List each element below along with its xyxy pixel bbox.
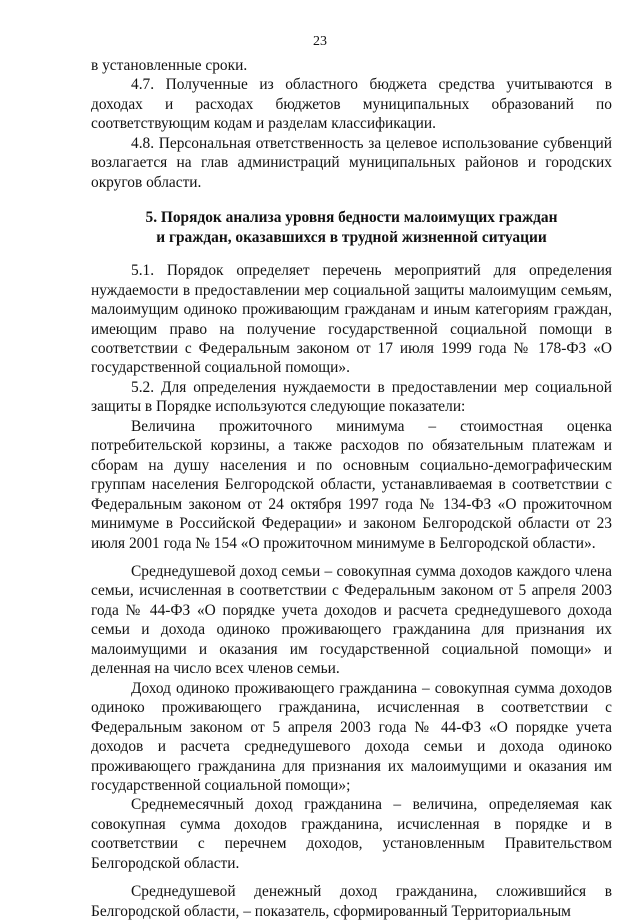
paragraph-per-capita-family-income: Среднедушевой доход семьи – совокупная сумма доходов каждого члена семьи, исчисленная в соответствии с Федеральным законом от 5 апреля 2003 года № 44-ФЗ «О порядке учета доходов и расчета среднедушевого дохода семьи и дохода одиноко проживающего гражданина для признания их малоимущими и оказания им государственной социальной помощи» и деленная на число всех членов семьи. <box>91 562 612 678</box>
paragraph-5-2: 5.2. Для определения нуждаемости в предоставлении мер социальной защиты в Порядке используются следующие показатели: <box>91 378 612 416</box>
page-number: 23 <box>313 34 327 49</box>
paragraph-subsistence-minimum: Величина прожиточного минимума – стоимостная оценка потребительской корзины, а также расходов по обязательным платежам и сборам на душу населения и по основным социально-демографическим группам населения Белгородской области, устанавливаемая в соответствии с Федеральным законом от 24 октября 1997 года № 134-ФЗ «О прожиточном минимуме в Российской Федерации» и законом Белгородской области от 23 июля 2001 года № 154 «О прожиточном минимуме в Белгородской области». <box>91 417 612 552</box>
paragraph-5-1: 5.1. Порядок определяет перечень мероприятий для определения нуждаемости в предоставлении мер социальной защиты малоимущим семьям, малоимущим одиноко проживающим гражданам и иным категориям граждан, имеющим право на получение государственной социальной помощи в соответствии с Федеральным законом от 17 июля 1999 года № 178-ФЗ «О государственной социальной помощи». <box>91 262 612 377</box>
paragraph-4-7: 4.7. Полученные из областного бюджета средства учитываются в доходах и расходах бюджетов муниципальных образований по соответствующим кодам и разделам классификации. <box>91 76 612 133</box>
paragraph-4-8: 4.8. Персональная ответственность за целевое использование субвенций возлагается на глав администраций муниципальных районов и городских округов области. <box>91 134 612 191</box>
section-heading-line-1: 5. Порядок анализа уровня бедности малоимущих граждан <box>145 209 558 227</box>
paragraph-continuation: в установленные сроки. <box>91 57 248 74</box>
section-5-heading <box>91 208 612 247</box>
section-heading-line-2: и граждан, оказавшихся в трудной жизненной ситуации <box>156 228 547 246</box>
paragraph-average-monthly-income: Среднемесячный доход гражданина – величина, определяемая как совокупная сумма доходов гражданина, исчисленная в порядке и в соответствии с перечнем доходов, установленным Правительством Белгородской области. <box>91 796 612 872</box>
document-body <box>91 56 612 921</box>
paragraph-per-capita-money-income: Среднедушевой денежный доход гражданина, сложившийся в Белгородской области, – показатель, сформированный Территориальным <box>91 883 612 920</box>
paragraph-single-citizen-income: Доход одиноко проживающего гражданина – совокупная сумма доходов одиноко проживающего гражданина, исчисленная в соответствии с Федеральным законом от 5 апреля 2003 года № 44-ФЗ «О порядке учета доходов и расчета среднедушевого дохода семьи и дохода одиноко проживающего гражданина для признания их малоимущими и оказания им государственной социальной помощи»; <box>91 679 612 794</box>
